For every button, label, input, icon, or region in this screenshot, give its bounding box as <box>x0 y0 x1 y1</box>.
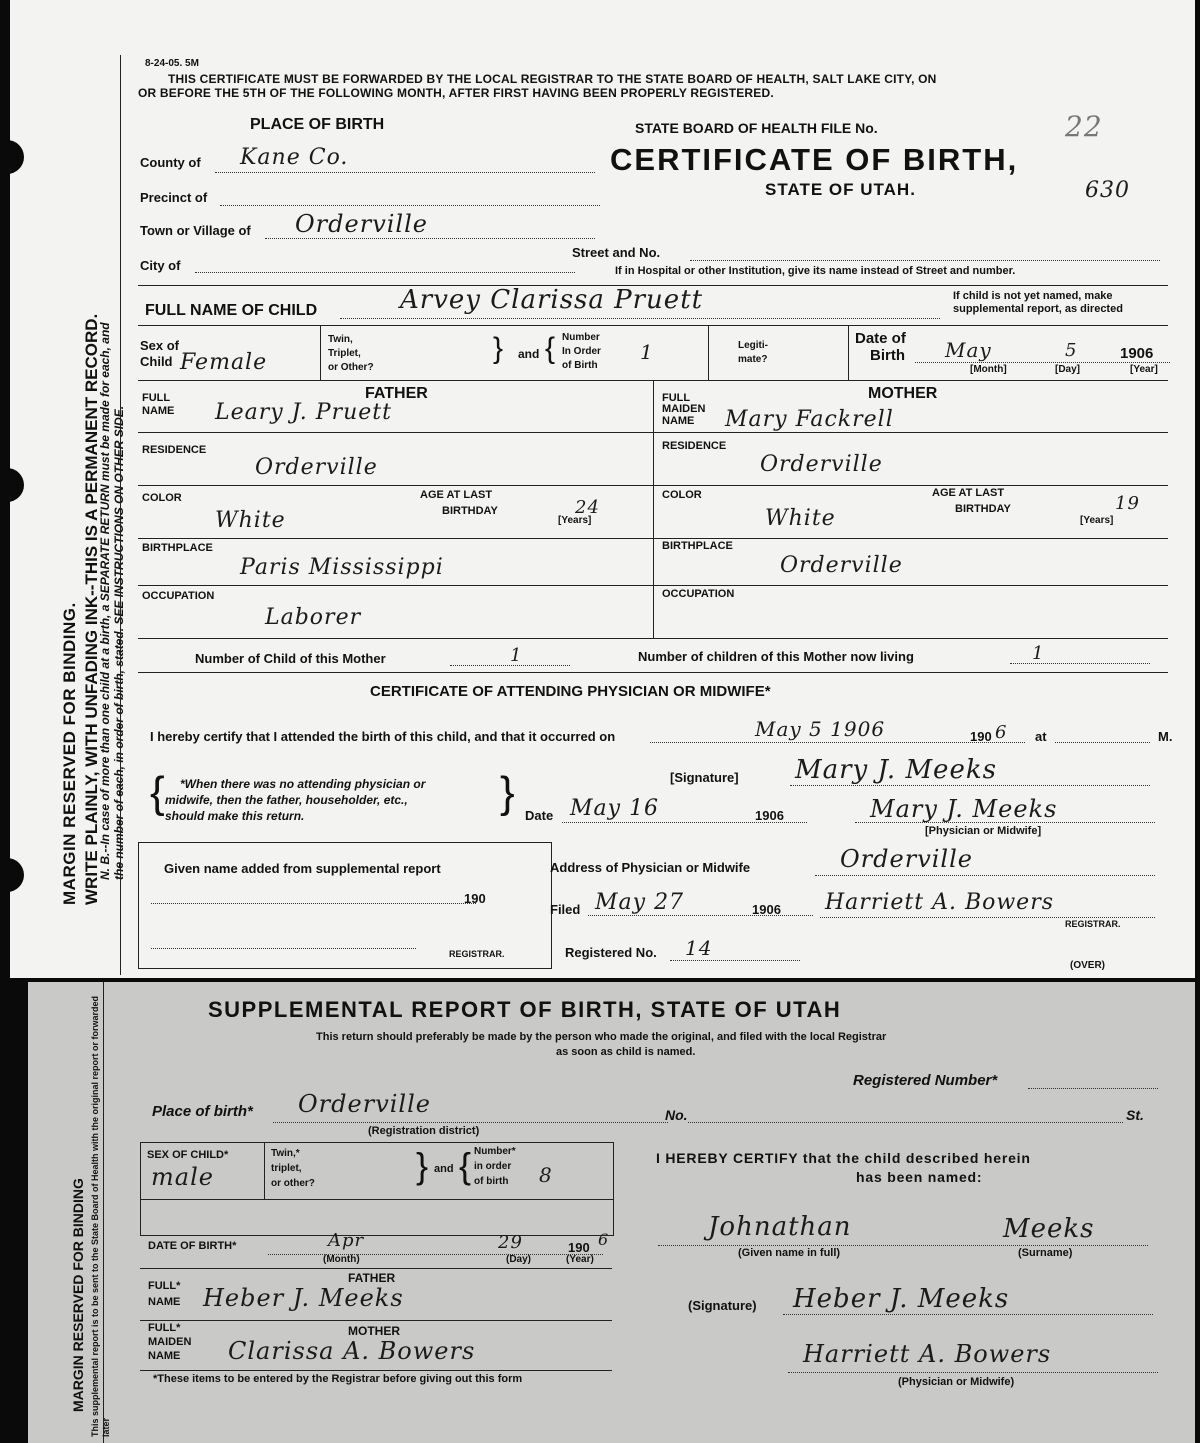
registrar-line <box>820 917 1155 918</box>
registrar-cap: REGISTRAR. <box>1065 919 1121 929</box>
supp-signature-label: (Signature) <box>688 1298 757 1313</box>
birth-certificate <box>10 0 1195 978</box>
child-number-value: 1 <box>510 645 523 666</box>
mother-name-rule <box>653 432 1168 433</box>
mother-color-rule <box>653 538 1168 539</box>
signature-line <box>790 785 1150 786</box>
mother-age-value: 19 <box>1115 493 1140 514</box>
supp-child-box <box>140 1142 614 1236</box>
father-birthplace-value: Paris Mississippi <box>240 555 444 580</box>
margin-ink-text: WRITE PLAINLY, WITH UNFADING INK--THIS IS A PERMANENT RECORD. <box>82 313 101 905</box>
binding-hole-bottom <box>0 858 24 892</box>
physician-heading: CERTIFICATE OF ATTENDING PHYSICIAN OR MIDWIFE* <box>370 683 771 700</box>
filed-year: 1906 <box>752 902 781 917</box>
supp-mother-heading: MOTHER <box>348 1324 400 1338</box>
father-color-value: White <box>215 508 286 533</box>
supp-mother-rule <box>140 1320 612 1321</box>
filed-line <box>588 915 813 916</box>
rule-parents-bottom <box>138 638 1168 639</box>
certificate-title: CERTIFICATE OF BIRTH, <box>610 142 1019 177</box>
brace-2: { <box>545 332 556 365</box>
dob-year: 1906 <box>1120 345 1154 362</box>
brace-1: } <box>493 332 504 365</box>
dob-month: May <box>945 338 992 362</box>
supp-mother-maiden-label: MAIDEN <box>148 1336 192 1348</box>
mother-birthplace-rule <box>653 585 1168 586</box>
mother-maiden-label: MAIDEN <box>662 403 706 415</box>
over-label: (OVER) <box>1070 960 1105 971</box>
mother-residence-value: Orderville <box>760 452 883 477</box>
legit-divider <box>848 325 849 380</box>
supp-sex-value: male <box>151 1163 214 1191</box>
dob-label-2: Birth <box>870 347 905 364</box>
margin-permanent-record <box>60 602 80 905</box>
given-name-line1 <box>151 903 476 904</box>
state-subtitle: STATE OF UTAH. <box>765 180 916 199</box>
supp-certify-2: has been named: <box>856 1169 983 1185</box>
margin-nb-line1: N. B.--In case of more than one child at a birth, a SEPARATE RETURN must be made for each, and <box>98 322 112 880</box>
binding-hole-top <box>0 140 24 174</box>
hospital-note: If in Hospital or other Institution, give its name instead of Street and number. <box>615 265 1016 277</box>
precinct-label: Precinct of <box>140 190 208 205</box>
father-color-label: COLOR <box>142 492 182 504</box>
supp-physician-line <box>788 1372 1158 1373</box>
supp-intro-1: This return should preferably be made by the person who made the original, and filed with the local Registrar <box>316 1031 887 1043</box>
supp-st-label: St. <box>1126 1107 1144 1123</box>
supp-twin-1: Twin,* <box>271 1148 300 1159</box>
note-line-2: midwife, then the father, householder, etc., <box>165 793 408 807</box>
margin-nb-note <box>98 322 126 880</box>
supp-signature-line <box>783 1314 1153 1315</box>
supp-child-box-mid <box>141 1199 613 1200</box>
order-value: 1 <box>640 340 654 364</box>
regno-value: 14 <box>685 936 713 960</box>
mother-heading: MOTHER <box>868 385 938 402</box>
father-heading: FATHER <box>365 385 428 402</box>
father-birthplace-label: BIRTHPLACE <box>142 542 213 554</box>
sex-label-2: Child <box>140 354 173 369</box>
father-color-rule <box>138 538 653 539</box>
supp-dob-month: Apr <box>328 1230 365 1251</box>
margin-binding-text: MARGIN RESERVED FOR BINDING. <box>60 602 79 905</box>
mother-birthplace-label: BIRTHPLACE <box>662 540 733 552</box>
m-label: M. <box>1158 729 1173 744</box>
signature-value: Mary J. Meeks <box>795 755 997 785</box>
supp-mother-value: Clarissa A. Bowers <box>228 1337 476 1365</box>
filed-value: May 27 <box>595 890 685 915</box>
precinct-line <box>220 205 600 206</box>
child-number-label: Number of Child of this Mother <box>195 651 386 666</box>
supp-place-label: Place of birth* <box>152 1103 253 1120</box>
occurred-line <box>650 742 1025 743</box>
dob-day: 5 <box>1065 340 1078 361</box>
filed-label: Filed <box>550 902 581 917</box>
town-label: Town or Village of <box>140 223 251 238</box>
dob-day-cap: [Day] <box>1055 364 1081 375</box>
name-note-1: If child is not yet named, make <box>953 290 1113 302</box>
mother-color-value: White <box>765 506 836 531</box>
address-label: Address of Physician or Midwife <box>550 860 751 875</box>
order-divider <box>708 325 709 380</box>
file-number: 22 <box>1065 110 1103 143</box>
supp-brace-2: { <box>459 1145 472 1186</box>
note-brace-right: } <box>500 768 515 817</box>
father-name-rule <box>138 432 653 433</box>
father-occupation-value: Laborer <box>265 605 362 630</box>
supp-reg-number-line <box>1028 1088 1158 1089</box>
town-line <box>265 238 595 239</box>
stamp-number: 630 <box>1085 178 1130 203</box>
supp-district-cap: (Registration district) <box>368 1125 480 1137</box>
supp-num-3: of birth <box>474 1176 509 1187</box>
supp-father-full-label: FULL* <box>148 1280 181 1292</box>
supp-margin-note-text: This supplemental report is to be sent to the State Board of Health with the original report or forwarded later <box>90 995 111 1437</box>
supp-month-cap: (Month) <box>323 1254 360 1265</box>
supp-place-value: Orderville <box>298 1090 431 1118</box>
supp-no-label: No. <box>665 1107 688 1123</box>
supp-year-cap: (Year) <box>566 1254 594 1265</box>
supp-father-rule <box>140 1268 612 1269</box>
supp-twin-2: triplet, <box>271 1163 302 1174</box>
margin-rule <box>120 55 121 975</box>
supp-place-line <box>273 1122 668 1123</box>
given-name-line2 <box>151 948 416 949</box>
notice-line-1: THIS CERTIFICATE MUST BE FORWARDED BY THE LOCAL REGISTRAR TO THE STATE BOARD OF HEALTH, SALT LAKE CITY, ON <box>168 72 937 86</box>
sex-value: Female <box>180 350 268 375</box>
twin-label-3: or Other? <box>328 362 374 373</box>
supp-surname-value: Meeks <box>1003 1214 1095 1244</box>
supp-certify-1: I HEREBY CERTIFY that the child described herein <box>656 1150 1031 1166</box>
given-name-box <box>138 842 552 969</box>
father-age-label-2: BIRTHDAY <box>442 505 498 517</box>
dob-line <box>915 362 1170 363</box>
dob-year-cap: [Year] <box>1130 364 1158 375</box>
mother-name-label: NAME <box>662 415 695 427</box>
signature-label: [Signature] <box>670 770 739 785</box>
given-year-print: 190 <box>464 891 486 906</box>
supp-margin-note <box>90 987 112 1437</box>
supp-footnote: *These items to be entered by the Registrar before giving out this form <box>153 1373 523 1385</box>
supp-physician-value: Harriett A. Bowers <box>803 1340 1052 1368</box>
supp-bottom-rule <box>140 1370 612 1371</box>
supp-dob-year-suffix: 6 <box>598 1230 610 1249</box>
mother-age-label-2: BIRTHDAY <box>955 503 1011 515</box>
father-years-cap: [Years] <box>558 515 592 526</box>
supp-mother-full-label: FULL* <box>148 1322 181 1334</box>
supp-reg-number-label: Registered Number* <box>853 1072 998 1089</box>
supp-num-2: in order <box>474 1161 512 1172</box>
note-line-1: *When there was no attending physician or <box>180 777 426 791</box>
supp-physician-cap: (Physician or Midwife) <box>898 1376 1015 1388</box>
notice-line-2: OR BEFORE THE 5TH OF THE FOLLOWING MONTH, AFTER FIRST HAVING BEEN PROPERLY REGISTERED. <box>138 86 774 100</box>
father-residence-rule <box>138 485 653 486</box>
binding-hole-middle <box>0 468 24 502</box>
father-birthplace-rule <box>138 585 653 586</box>
occurred-year-suffix: 6 <box>995 722 1008 743</box>
given-name-label: Given name added from supplemental report <box>164 861 441 876</box>
signature2-value: Mary J. Meeks <box>870 795 1058 823</box>
city-label: City of <box>140 258 181 273</box>
date-year: 1906 <box>755 808 784 823</box>
mother-full-label: FULL <box>662 392 691 404</box>
supplemental-report <box>28 982 1195 1443</box>
supp-father-heading: FATHER <box>348 1271 396 1285</box>
order-label-3: of Birth <box>562 360 598 371</box>
mother-years-cap: [Years] <box>1080 515 1114 526</box>
date-value: May 16 <box>570 796 660 821</box>
supp-margin-binding-text: MARGIN RESERVED FOR BINDING <box>70 1178 86 1412</box>
street-label: Street and No. <box>572 245 661 260</box>
supp-dob-line <box>268 1254 603 1255</box>
supp-surname-cap: (Surname) <box>1018 1247 1073 1259</box>
supp-and-label: and <box>434 1163 454 1175</box>
dob-month-cap: [Month] <box>970 364 1007 375</box>
mother-name-value: Mary Fackrell <box>725 407 894 432</box>
town-value: Orderville <box>295 210 428 238</box>
supp-twin-3: or other? <box>271 1178 315 1189</box>
sex-label-1: Sex of <box>140 338 180 353</box>
form-code: 8-24-05. 5M <box>145 58 199 69</box>
supp-signature-value: Heber J. Meeks <box>793 1284 1010 1314</box>
regno-label: Registered No. <box>565 945 657 960</box>
regno-line <box>670 960 800 961</box>
note-brace-left: { <box>150 768 165 817</box>
binding-hole-supp <box>0 1262 18 1296</box>
occurred-year-print: 190 <box>970 729 992 744</box>
living-value: 1 <box>1032 643 1045 664</box>
supp-sex-label: SEX OF CHILD* <box>147 1149 229 1161</box>
mother-color-label: COLOR <box>662 489 702 501</box>
mother-residence-rule <box>653 485 1168 486</box>
street-line <box>690 260 1160 261</box>
county-label: County of <box>140 155 201 170</box>
supp-no-line <box>688 1122 1123 1123</box>
file-label: STATE BOARD OF HEALTH FILE No. <box>635 120 878 136</box>
mother-birthplace-value: Orderville <box>780 553 903 578</box>
supp-order-value: 8 <box>539 1163 553 1187</box>
supp-name-line <box>658 1245 1148 1246</box>
supp-given-cap: (Given name in full) <box>738 1247 841 1259</box>
registrar-value: Harriett A. Bowers <box>825 890 1055 915</box>
note-line-3: should make this return. <box>165 809 305 823</box>
twin-label-1: Twin, <box>328 334 353 345</box>
margin-nb-line2: the number of each, in order of birth, stated. SEE INSTRUCTIONS ON OTHER SIDE. <box>112 405 126 880</box>
mother-age-label-1: AGE AT LAST <box>932 487 1005 499</box>
supp-day-cap: (Day) <box>506 1254 532 1265</box>
county-line <box>215 172 595 173</box>
father-age-value: 24 <box>575 497 600 518</box>
supp-num-1: Number* <box>474 1146 516 1157</box>
city-line <box>195 272 575 273</box>
sex-divider <box>320 325 321 380</box>
address-line <box>815 875 1155 876</box>
supp-father-value: Heber J. Meeks <box>203 1284 404 1312</box>
signature2-line <box>855 822 1155 823</box>
supp-brace-1: } <box>416 1145 429 1186</box>
date-label: Date <box>525 808 554 823</box>
supp-sex-divider <box>264 1143 265 1199</box>
place-heading: PLACE OF BIRTH <box>250 116 385 133</box>
child-name-label: FULL NAME OF CHILD <box>145 302 318 319</box>
father-name-label: NAME <box>142 405 175 417</box>
date-line <box>562 822 807 823</box>
living-label: Number of children of this Mother now living <box>638 649 914 664</box>
child-name-line <box>340 318 940 319</box>
supp-mother-name-label: NAME <box>148 1350 181 1362</box>
supp-margin-binding <box>70 1178 86 1412</box>
supp-father-name-label: NAME <box>148 1296 181 1308</box>
occurred-date-value: May 5 1906 <box>755 717 886 741</box>
supp-given-value: Johnathan <box>708 1212 852 1242</box>
child-name-value: Arvey Clarissa Pruett <box>400 285 704 315</box>
supp-intro-2: as soon as child is named. <box>556 1046 696 1058</box>
supp-dob-year-print: 190 <box>568 1240 590 1255</box>
mother-occupation-label: OCCUPATION <box>662 588 735 600</box>
at-line <box>1055 742 1150 743</box>
father-age-label-1: AGE AT LAST <box>420 489 493 501</box>
county-value: Kane Co. <box>240 145 349 170</box>
father-residence-value: Orderville <box>255 455 378 480</box>
order-label-1: Number <box>562 332 600 343</box>
order-label-2: In Order <box>562 346 601 357</box>
and-label: and <box>518 347 540 361</box>
living-line <box>1010 663 1150 664</box>
legit-label-2: mate? <box>738 354 768 365</box>
father-occupation-label: OCCUPATION <box>142 590 215 602</box>
supp-dob-label: DATE OF BIRTH* <box>148 1240 237 1252</box>
rule-sex-top <box>138 325 1168 326</box>
legit-label-1: Legiti- <box>738 340 768 351</box>
father-full-label: FULL <box>142 392 171 404</box>
at-label: at <box>1035 729 1047 744</box>
physician-caption: [Physician or Midwife] <box>925 825 1042 837</box>
given-registrar-cap: REGISTRAR. <box>449 949 505 959</box>
rule-counts-bottom <box>138 672 1168 673</box>
parents-divider <box>653 380 654 638</box>
father-residence-label: RESIDENCE <box>142 444 207 456</box>
supp-dob-day: 29 <box>498 1232 523 1253</box>
address-value: Orderville <box>840 845 973 873</box>
certify-text: I hereby certify that I attended the birth of this child, and that it occurred on <box>150 729 616 744</box>
twin-label-2: Triplet, <box>328 348 361 359</box>
supp-title: SUPPLEMENTAL REPORT OF BIRTH, STATE OF UTAH <box>208 997 842 1022</box>
mother-residence-label: RESIDENCE <box>662 440 727 452</box>
name-note-2: supplemental report, as directed <box>953 303 1123 315</box>
dob-label-1: Date of <box>855 330 906 347</box>
child-number-line <box>450 665 570 666</box>
father-name-value: Leary J. Pruett <box>215 400 392 425</box>
